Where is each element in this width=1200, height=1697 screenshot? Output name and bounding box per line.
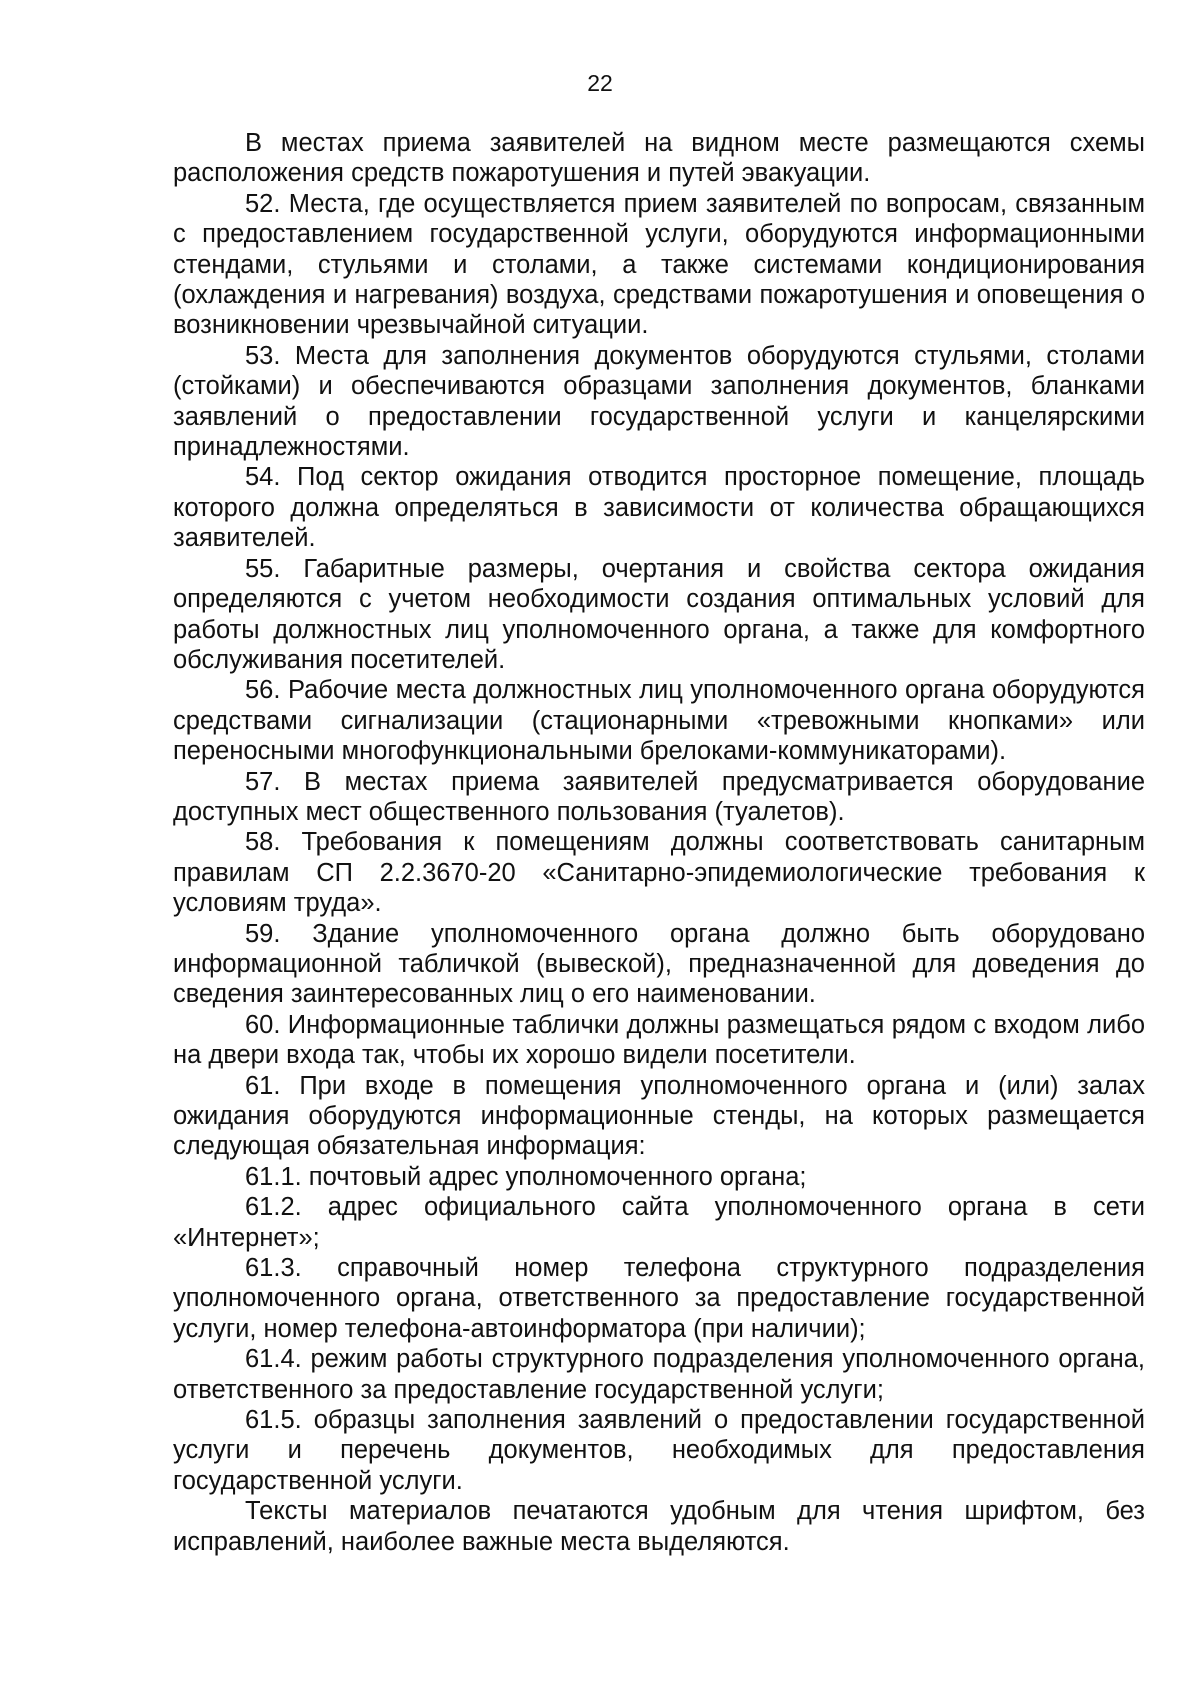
document-body bbox=[173, 128, 1145, 1557]
paragraph-53: 53. Места для заполнения документов оборудуются стульями, столами (стойками) и обеспечиваются образцами заполнения документов, бланками заявлений о предоставлении государственной услуги и канцелярскими принадлежностями. bbox=[173, 341, 1145, 462]
paragraph-61-1: 61.1. почтовый адрес уполномоченного органа; bbox=[245, 1162, 807, 1191]
paragraph-61-2: 61.2. адрес официального сайта уполномоченного органа в сети «Интернет»; bbox=[173, 1193, 1145, 1252]
paragraph-55: 55. Габаритные размеры, очертания и свойства сектора ожидания определяются с учетом необходимости создания оптимальных условий для работы должностных лиц уполномоченного органа, а также для комфортного обслуживания посетителей. bbox=[173, 554, 1145, 674]
paragraph-56: 56. Рабочие места должностных лиц уполномоченного органа оборудуются средствами сигнализации (стационарными «тревожными кнопками» или переносными многофункциональными брелоками-коммуникаторами). bbox=[173, 676, 1145, 766]
paragraph-61-4: 61.4. режим работы структурного подразделения уполномоченного органа, ответственного за предоставление государственной услуги; bbox=[173, 1345, 1145, 1404]
paragraph-54: 54. Под сектор ожидания отводится просторное помещение, площадь которого должна определяться в зависимости от количества обращающихся заявителей. bbox=[173, 463, 1145, 553]
page-number: 22 bbox=[587, 70, 613, 96]
paragraph-61-5: 61.5. образцы заполнения заявлений о предоставлении государственной услуги и перечень документов, необходимых для предоставления государственной услуги. bbox=[173, 1406, 1145, 1495]
paragraph-intro: В местах приема заявителей на видном месте размещаются схемы расположения средств пожаротушения и путей эвакуации. bbox=[173, 129, 1145, 188]
paragraph-60: 60. Информационные таблички должны размещаться рядом с входом либо на двери входа так, чтобы их хорошо видели посетители. bbox=[173, 1010, 1145, 1070]
paragraph-52: 52. Места, где осуществляется прием заявителей по вопросам, связанным с предоставлением государственной услуги, оборудуются информационными стендами, стульями и столами, а также системами кондиционирования (охлаждения и нагревания) воздуха, средствами пожаротушения и оповещения о возникновении чрезвычайной ситуации. bbox=[173, 189, 1145, 340]
paragraph-59: 59. Здание уполномоченного органа должно быть оборудовано информационной табличкой (вывеской), предназначенной для доведения до сведения заинтересованных лиц о его наименовании. bbox=[173, 919, 1145, 1009]
paragraph-57: 57. В местах приема заявителей предусматривается оборудование доступных мест общественного пользования (туалетов). bbox=[173, 767, 1145, 826]
paragraph-61-3: 61.3. справочный номер телефона структурного подразделения уполномоченного органа, ответственного за предоставление государственной услуги, номер телефона-автоинформатора (при наличии); bbox=[173, 1254, 1145, 1343]
paragraph-closing: Тексты материалов печатаются удобным для чтения шрифтом, без исправлений, наиболее важные места выделяются. bbox=[173, 1497, 1145, 1556]
paragraph-58: 58. Требования к помещениям должны соответствовать санитарным правилам СП 2.2.3670-20 «Санитарно-эпидемиологические требования к условиям труда». bbox=[173, 828, 1145, 918]
paragraph-61: 61. При входе в помещения уполномоченного органа и (или) залах ожидания оборудуются информационные стенды, на которых размещается следующая обязательная информация: bbox=[173, 1071, 1145, 1161]
